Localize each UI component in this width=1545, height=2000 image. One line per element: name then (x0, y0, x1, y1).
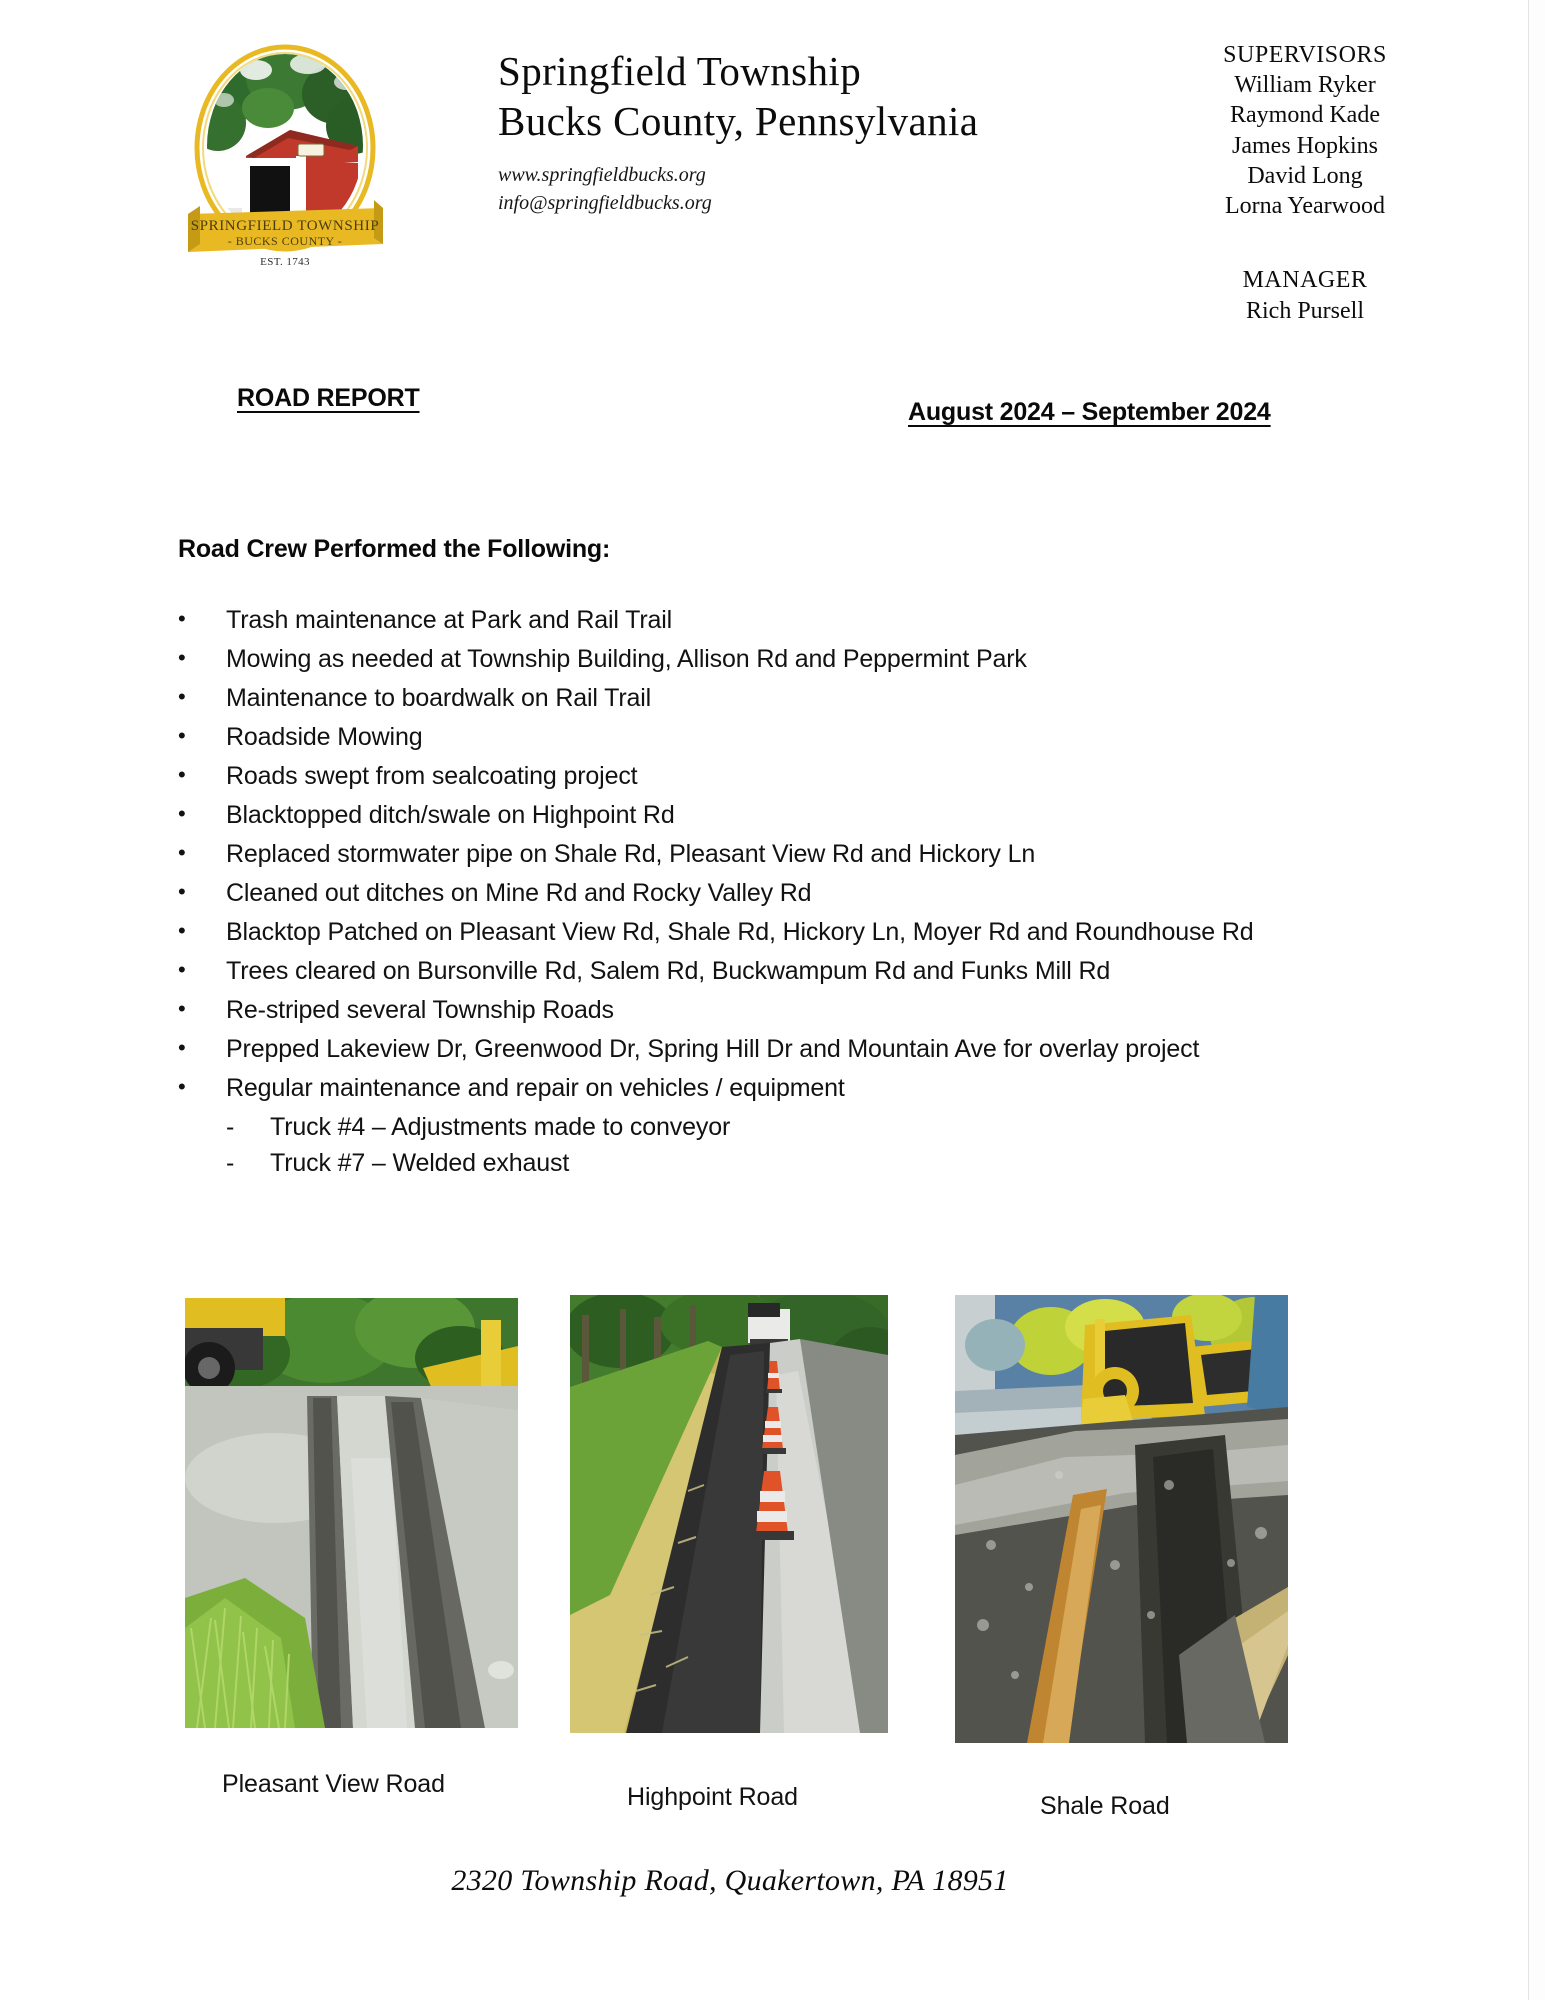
scan-margin (1529, 0, 1545, 2000)
report-label: ROAD REPORT (237, 384, 420, 412)
supervisor-name: Raymond Kade (1230, 102, 1380, 129)
photo-pleasant-view-road (185, 1298, 518, 1728)
supervisor-name: David Long (1247, 162, 1363, 189)
work-item: • Roadside Mowing (178, 722, 1298, 753)
work-item: • Regular maintenance and repair on vehicles / equipment (178, 1073, 1298, 1104)
work-item: • Maintenance to boardwalk on Rail Trail (178, 683, 1298, 714)
work-item: • Blacktopped ditch/swale on Highpoint Rd (178, 800, 1298, 831)
page-footer (0, 1864, 1460, 1898)
title-block (498, 46, 1118, 217)
photo-shale-road (955, 1295, 1288, 1743)
work-item: • Re-striped several Township Roads (178, 995, 1298, 1026)
work-performed-list (178, 605, 1298, 1183)
scan-edge-line (1528, 0, 1529, 2000)
report-date-range: August 2024 – September 2024 (908, 398, 1271, 426)
work-item: • Roads swept from sealcoating project (178, 761, 1298, 792)
work-sub-item: - Truck #7 – Welded exhaust (178, 1148, 1298, 1180)
manager-heading: MANAGER (1242, 267, 1368, 294)
work-item: • Cleaned out ditches on Mine Rd and Rocky Valley Rd (178, 878, 1298, 909)
seal-established-text: EST. 1743 (260, 256, 310, 268)
supervisor-name: James Hopkins (1232, 132, 1378, 159)
website-link[interactable]: www.springfieldbucks.org (498, 164, 706, 187)
supervisor-name: William Ryker (1234, 72, 1376, 99)
footer-address: 2320 Township Road, Quakertown, PA 18951 (451, 1864, 1009, 1897)
work-item: • Blacktop Patched on Pleasant View Rd, Shale Rd, Hickory Ln, Moyer Rd and Roundhouse Rd (178, 917, 1298, 948)
officials-block (1180, 40, 1430, 326)
work-item: • Replaced stormwater pipe on Shale Rd, Pleasant View Rd and Hickory Ln (178, 839, 1298, 870)
report-title-row (0, 384, 1460, 434)
letterhead (0, 18, 1460, 324)
township-name-line1: Springfield Township (498, 48, 862, 94)
township-name-line2: Bucks County, Pennsylvania (498, 98, 979, 145)
seal-banner-line1: SPRINGFIELD TOWNSHIP (190, 218, 380, 234)
work-item: • Mowing as needed at Township Building, Allison Rd and Peppermint Park (178, 644, 1298, 675)
supervisors-heading: SUPERVISORS (1223, 42, 1387, 68)
supervisor-name: Lorna Yearwood (1225, 193, 1385, 220)
work-sub-item: - Truck #4 – Adjustments made to conveyor (178, 1112, 1298, 1144)
work-item: • Prepped Lakeview Dr, Greenwood Dr, Spring Hill Dr and Mountain Ave for overlay project (178, 1034, 1298, 1065)
photo-caption: Pleasant View Road (222, 1770, 445, 1798)
email-link[interactable]: info@springfieldbucks.org (498, 191, 712, 214)
photo-caption: Highpoint Road (627, 1783, 798, 1811)
photo-caption: Shale Road (1040, 1792, 1170, 1820)
manager-block (1180, 265, 1430, 325)
seal-banner-line2: - BUCKS COUNTY - (227, 234, 343, 248)
photo-highpoint-road (570, 1295, 888, 1733)
work-item: • Trash maintenance at Park and Rail Trail (178, 605, 1298, 636)
photo-strip (0, 1290, 1460, 1760)
manager-name: Rich Pursell (1246, 297, 1364, 324)
photo-captions (0, 1770, 1460, 1820)
township-seal-logo (178, 38, 393, 273)
work-item: • Trees cleared on Bursonville Rd, Salem Rd, Buckwampum Rd and Funks Mill Rd (178, 956, 1298, 987)
section-heading: Road Crew Performed the Following: (178, 535, 611, 563)
